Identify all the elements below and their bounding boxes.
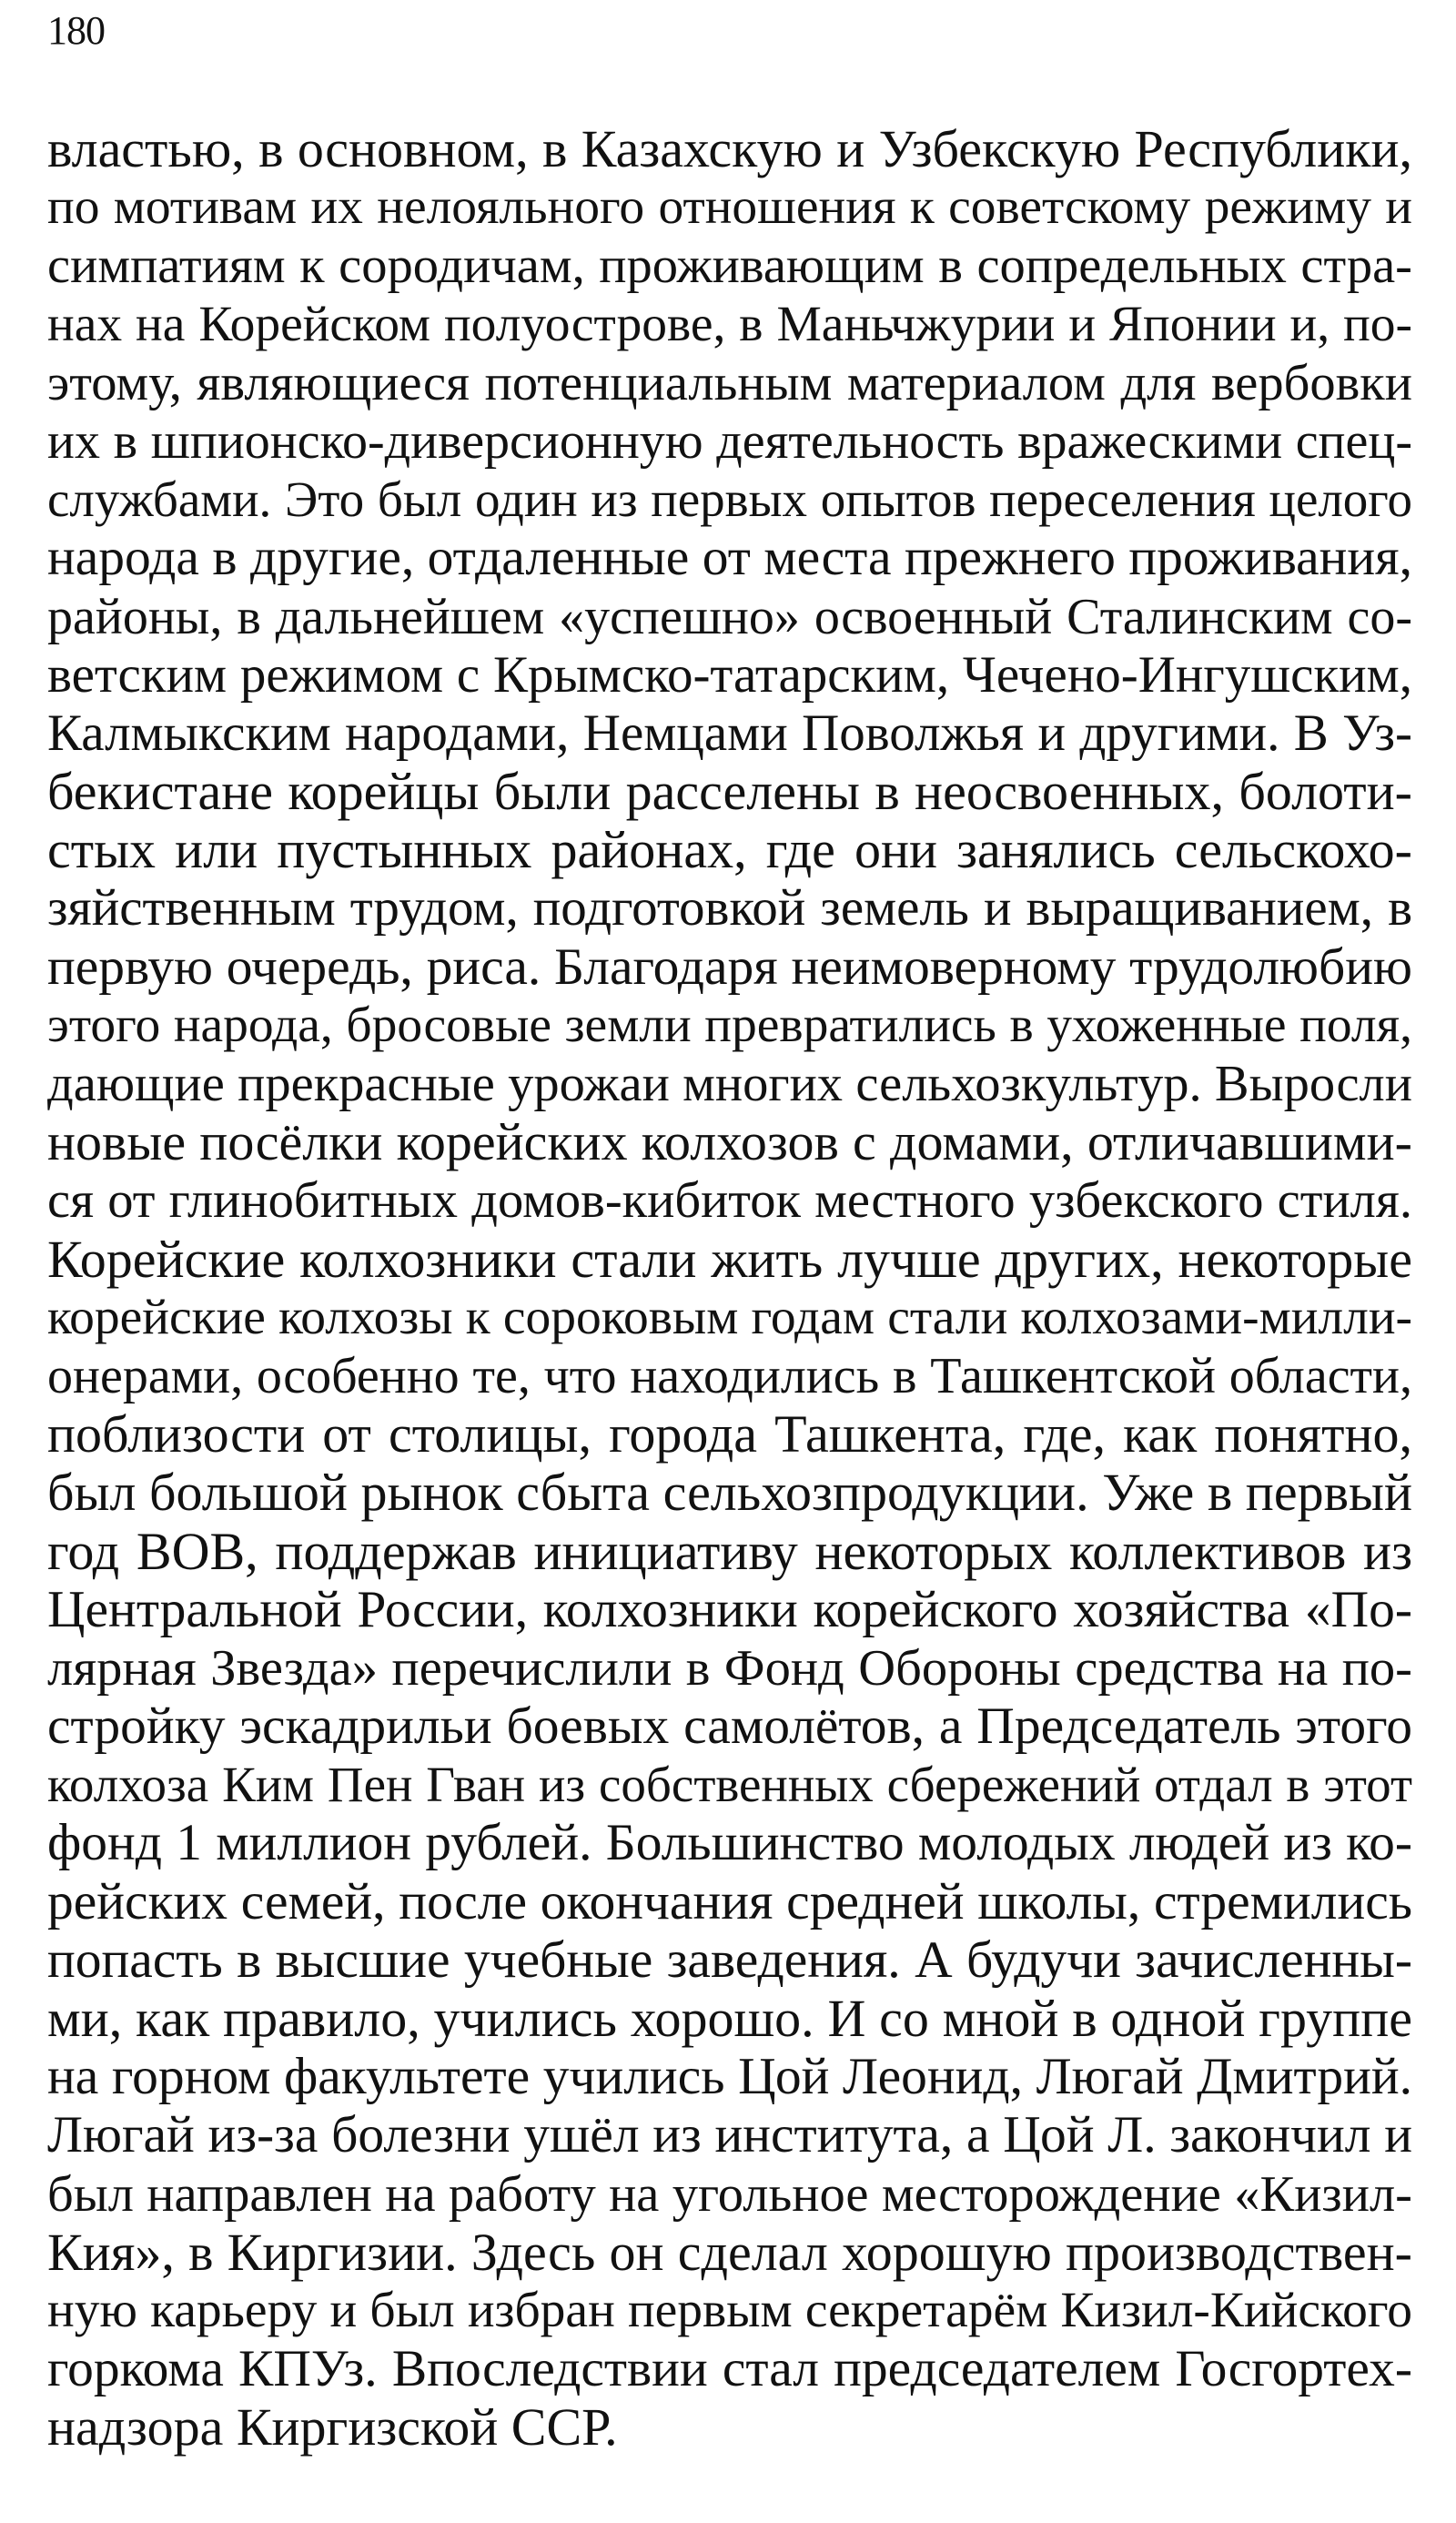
text-line: службами. Это был один из первых опытов переселения целого: [47, 471, 1412, 528]
text-line: ную карьеру и был избран первым секретарём Кизил-Кийского: [47, 2282, 1412, 2338]
text-line: властью, в основном, в Казахскую и Узбекскую Республики,: [47, 120, 1412, 178]
text-line: ветским режимом с Крымско-татарским, Чечено-Ингушским,: [47, 645, 1412, 704]
text-line: лярная Звезда» перечислили в Фонд Обороны средства на по-: [47, 1639, 1412, 1697]
text-line: Корейские колхозники стали жить лучше других, некоторые: [47, 1230, 1412, 1289]
body-text: [47, 120, 1412, 2457]
text-line: ми, как правило, учились хорошо. И со мной в одной группе: [47, 1990, 1412, 2048]
text-line: бекистане корейцы были расселены в неосвоенных, болоти-: [47, 763, 1412, 822]
text-line: стройку эскадрильи боевых самолётов, а Председатель этого: [47, 1697, 1412, 1756]
text-line: нах на Корейском полуострове, в Маньчжурии и Японии и, по-: [47, 296, 1412, 352]
page-number: 180: [47, 8, 105, 53]
text-line: этому, являющиеся потенциальным материалом для вербовки: [47, 354, 1412, 411]
text-line: Калмыкским народами, Немцами Поволжья и другими. В Уз-: [47, 704, 1412, 762]
text-line: стых или пустынных районах, где они занялись сельскохо-: [47, 821, 1412, 880]
text-line: симпатиям к сородичам, проживающим в сопредельных стра-: [47, 238, 1412, 295]
text-line: попасть в высшие учебные заведения. А будучи зачисленны-: [47, 1930, 1412, 1989]
text-line: их в шпионско-диверсионную деятельность вражескими спец-: [47, 412, 1412, 470]
text-line: онерами, особенно те, что находились в Ташкентской области,: [47, 1347, 1412, 1404]
text-line: рейских семей, после окончания средней школы, стремились: [47, 1872, 1412, 1930]
text-line: ся от глинобитных домов-кибиток местного узбекского стиля.: [47, 1172, 1412, 1230]
text-line: районы, в дальнейшем «успешно» освоенный Сталинским со-: [47, 588, 1412, 645]
text-line: горкома КПУз. Впоследствии стал председателем Госгортех-: [47, 2340, 1412, 2398]
text-line: зяйственным трудом, подготовкой земель и выращиванием, в: [47, 879, 1412, 937]
text-line: колхоза Ким Пен Гван из собственных сбережений отдал в этот: [47, 1757, 1412, 1813]
text-line: на горном факультете учились Цой Леонид, Люгай Дмитрий.: [47, 2048, 1412, 2106]
text-line: первую очередь, риса. Благодаря неимоверному трудолюбию: [47, 937, 1412, 996]
text-line: Центральной России, колхозники корейского хозяйства «По-: [47, 1580, 1412, 1638]
text-line: Люгай из-за болезни ушёл из института, а Цой Л. закончил и: [47, 2106, 1412, 2164]
text-line: новые посёлки корейских колхозов с домами, отличавшими-: [47, 1113, 1412, 1172]
text-line: был большой рынок сбыта сельхозпродукции. Уже в первый: [47, 1464, 1412, 1523]
text-line: дающие прекрасные урожаи многих сельхозкультур. Выросли: [47, 1056, 1412, 1112]
text-line: корейские колхозы к сороковым годам стали колхозами-милли-: [47, 1289, 1412, 1345]
text-line: этого народа, бросовые земли превратились в ухоженные поля,: [47, 997, 1412, 1053]
text-line: по мотивам их нелояльного отношения к советскому режиму и: [47, 179, 1412, 236]
text-line: надзора Киргизской ССР.: [47, 2398, 618, 2457]
text-line: был направлен на работу на угольное месторождение «Кизил-: [47, 2165, 1412, 2223]
text-line: народа в другие, отдаленные от места прежнего проживания,: [47, 529, 1412, 587]
text-line: Кия», в Киргизии. Здесь он сделал хорошую производствен-: [47, 2223, 1412, 2282]
text-line: поблизости от столицы, города Ташкента, где, как понятно,: [47, 1405, 1412, 1464]
text-line: фонд 1 миллион рублей. Большинство молодых людей из ко-: [47, 1814, 1412, 1872]
text-line: год ВОВ, поддержав инициативу некоторых коллективов из: [47, 1522, 1412, 1581]
